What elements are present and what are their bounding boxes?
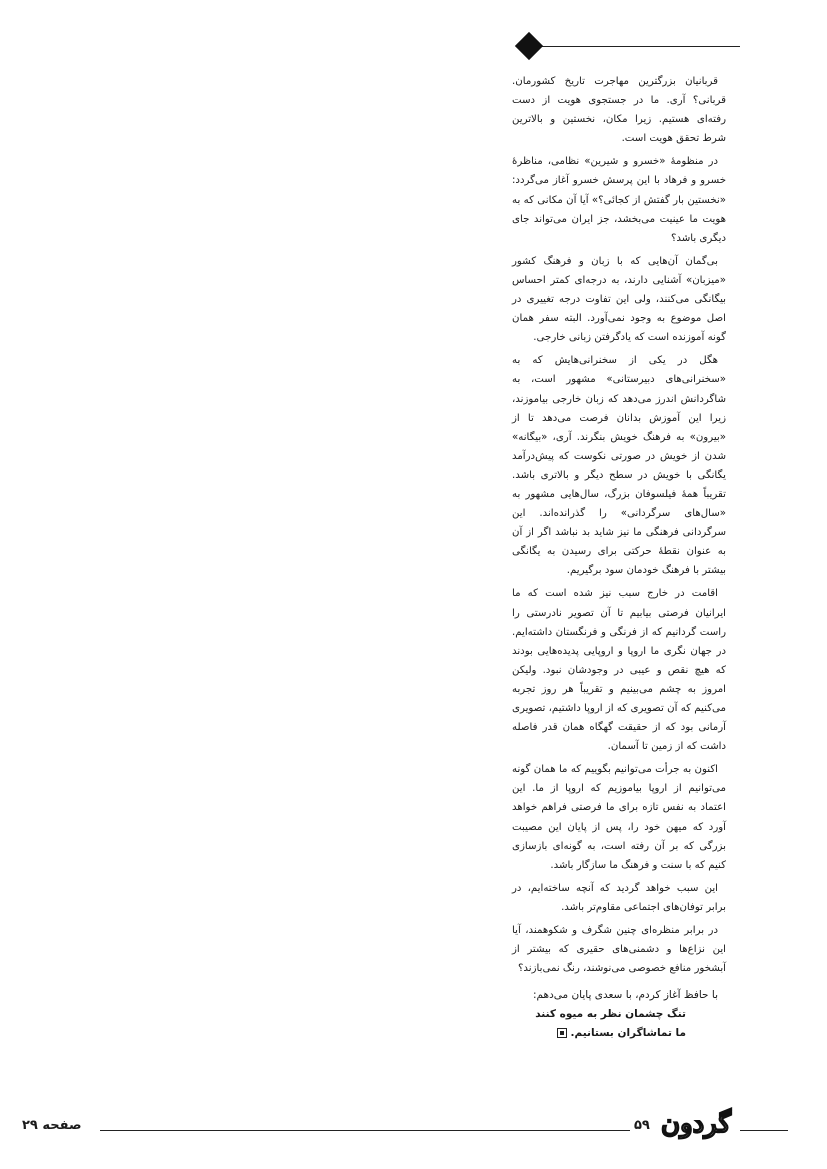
paragraph-7: این سبب خواهد گردید که آنچه ساخته‌ایم، در برابر توفان‌های اجتماعی مقاوم‌تر باشد. [512, 882, 726, 913]
closing-section [512, 986, 726, 1043]
article-column [512, 72, 726, 978]
verse-line-1: تنگ چشمان نظر به میوه کنند [535, 1008, 686, 1020]
verse-line-2: ما تماشاگران بستانیم. [570, 1027, 686, 1039]
paragraph-8: در برابر منظره‌ای چنین شگرف و شکوهمند، آیا این نزاع‌ها و دشمنی‌های حقیری که بیشتر از آبشخور منافع خصوصی می‌نوشند، رنگ نمی‌بازند؟ [512, 925, 726, 975]
paragraph-2: در منظومهٔ «خسرو و شیرین» نظامی، مناظرهٔ خسرو و فرهاد با این پرسش خسرو آغاز می‌گردد: «نخستین بار گفتش از کجائی؟» آیا آن مکانی که به هویت ما عینیت می‌بخشد، جز ایران می‌تواند جای دیگری باشد؟ [512, 156, 726, 244]
diamond-ornament-icon [515, 32, 543, 60]
footer-rule [100, 1130, 630, 1131]
logo-text: گردون [661, 1109, 731, 1139]
verse-line-2-wrap [512, 1024, 726, 1043]
issue-number: ۵۹ [634, 1118, 650, 1133]
header-rule [536, 46, 740, 47]
magazine-logo [654, 1098, 738, 1148]
paragraph-4: هگل در یکی از سخنرانی‌هایش که به «سخنرانی‌های دبیرستانی» مشهور است، به شاگردانش اندرز می‌دهد که زبان خارجی بیاموزند، زیرا این آموزش بدانان فرصت می‌دهد تا از «بیرون» به فرهنگ خویش بنگرند. آری، «بیگانه» شدن از خویش در صورتی نکوست که پیش‌درآمد یگانگی با خویش در سطح دیگر و بالاتری باشد. تقریباً همهٔ فیلسوفان بزرگ، سال‌هایی مشهور به «سال‌های سرگردانی» را گذرانده‌اند. این سرگردانی فرهنگی ما نیز شاید بد نباشد اگر از آن به عنوان نقطهٔ حرکتی برای رسیدن به یگانگی بیشتر با فرهنگ خودمان سود برگیریم. [512, 355, 726, 577]
paragraph-3: بی‌گمان آن‌هایی که با زبان و فرهنگ کشور «میزبان» آشنایی دارند، به درجه‌ای کمتر احساس بیگانگی می‌کنند، ولی این تفاوت درجه تغییری در اصل موضوع به وجود نمی‌آورد. البته سفر همان گونه آموزنده است که یادگرفتن زبانی خارجی. [512, 255, 726, 344]
paragraph-5: اقامت در خارج سبب نیز شده است که ما ایرانیان فرصتی بیابیم تا آن تصویر نادرستی را راست گردانیم که از فرنگی و فرنگستان داشته‌ایم. در جهان نگری ما اروپا و اروپایی پدیده‌هایی بودند که هیچ نقص و عیبی در وجودشان نبود. ولیکن امروز به چشم می‌بینیم و تقریباً هر روز تجربه می‌کنیم که آن تصویری که از اروپا داشتیم، تصویری آرمانی بود که از حقیقت گهگاه همان قدر فاصله داشت که از زمین تا آسمان. [512, 588, 726, 753]
closing-intro: با حافظ آغاز کردم، با سعدی پایان می‌دهم: [533, 989, 718, 1001]
end-of-article-icon [557, 1028, 567, 1038]
paragraph-1: قربانیان بزرگترین مهاجرت تاریخ کشورمان. قربانی؟ آری. ما در جستجوی هویت از دست رفته‌ای هستیم. زیرا مکان، نخستین و بالاترین شرط تحقق هویت است. [512, 76, 726, 145]
footer-rule-right [740, 1130, 788, 1131]
paragraph-6: اکنون به جرأت می‌توانیم بگوییم که ما همان گونه می‌توانیم از اروپا بیاموزیم که اروپا از ما. این اعتماد به نفس تازه برای ما فرصتی فراهم خواهد آورد که میهن خود را، پس از پایان این مصیبت بزرگی که بر آن رفته است، به گونه‌ای بازسازی کنیم که با سنت و فرهنگ ما سازگار باشد. [512, 764, 726, 871]
page-label: صفحه ۲۹ [22, 1118, 82, 1133]
